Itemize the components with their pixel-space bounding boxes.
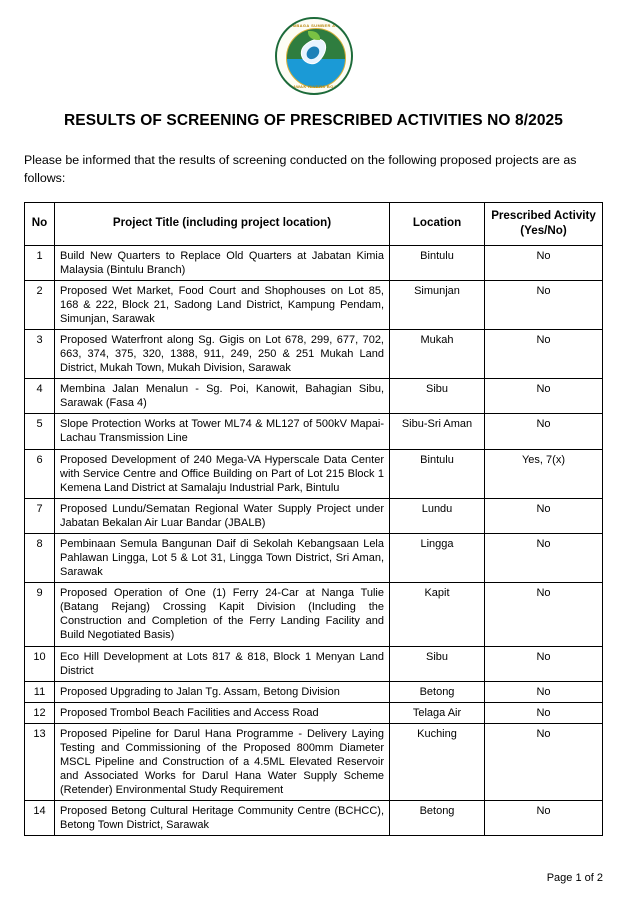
cell-prescribed-activity: No xyxy=(485,414,603,449)
cell-location: Sibu xyxy=(390,646,485,681)
table-body xyxy=(25,245,603,836)
cell-no: 9 xyxy=(25,583,55,646)
cell-prescribed-activity: No xyxy=(485,280,603,329)
table-row xyxy=(25,801,603,836)
cell-no: 1 xyxy=(25,245,55,280)
logo-container xyxy=(24,14,603,98)
table-row xyxy=(25,379,603,414)
cell-project-title: Proposed Betong Cultural Heritage Community Centre (BCHCC), Betong Town District, Sarawak xyxy=(55,801,390,836)
cell-no: 7 xyxy=(25,498,55,533)
cell-prescribed-activity: No xyxy=(485,245,603,280)
logo-ring-text-top: LEMBAGA SUMBER AIR xyxy=(286,23,341,28)
cell-location: Lingga xyxy=(390,533,485,582)
column-header-prescribed-activity-line2: (Yes/No) xyxy=(520,223,567,237)
table-row xyxy=(25,681,603,702)
cell-no: 14 xyxy=(25,801,55,836)
table-header xyxy=(25,202,603,245)
cell-project-title: Proposed Lundu/Sematan Regional Water Supply Project under Jabatan Bekalan Air Luar Bandar (JBALB) xyxy=(55,498,390,533)
cell-project-title: Pembinaan Semula Bangunan Daif di Sekolah Kebangsaan Lela Pahlawan Lingga, Lot 5 & Lot 31, Lingga Town District, Sri Aman, Sarawak xyxy=(55,533,390,582)
table-row xyxy=(25,723,603,800)
cell-no: 6 xyxy=(25,449,55,498)
cell-prescribed-activity: No xyxy=(485,498,603,533)
cell-prescribed-activity: No xyxy=(485,533,603,582)
column-header-location: Location xyxy=(390,202,485,245)
cell-project-title: Proposed Development of 240 Mega-VA Hyperscale Data Center with Service Centre and Office Building on Part of Lot 215 Block 1 Kemena Land District at Samalaju Industrial Park, Bintulu xyxy=(55,449,390,498)
cell-project-title: Proposed Upgrading to Jalan Tg. Assam, Betong Division xyxy=(55,681,390,702)
cell-prescribed-activity: No xyxy=(485,702,603,723)
cell-location: Lundu xyxy=(390,498,485,533)
cell-no: 4 xyxy=(25,379,55,414)
cell-project-title: Build New Quarters to Replace Old Quarters at Jabatan Kimia Malaysia (Bintulu Branch) xyxy=(55,245,390,280)
cell-no: 13 xyxy=(25,723,55,800)
table-header-row xyxy=(25,202,603,245)
cell-project-title: Proposed Wet Market, Food Court and Shophouses on Lot 85, 168 & 222, Block 21, Sadong Land District, Kampung Pendam, Simunjan, Sarawak xyxy=(55,280,390,329)
cell-location: Sibu-Sri Aman xyxy=(390,414,485,449)
cell-prescribed-activity: No xyxy=(485,723,603,800)
table-row xyxy=(25,280,603,329)
cell-prescribed-activity: Yes, 7(x) xyxy=(485,449,603,498)
cell-location: Betong xyxy=(390,801,485,836)
cell-location: Betong xyxy=(390,681,485,702)
cell-location: Bintulu xyxy=(390,245,485,280)
cell-prescribed-activity: No xyxy=(485,583,603,646)
cell-no: 8 xyxy=(25,533,55,582)
page-footer: Page 1 of 2 xyxy=(546,872,603,884)
table-row xyxy=(25,533,603,582)
column-header-prescribed-activity xyxy=(485,202,603,245)
table-row xyxy=(25,646,603,681)
cell-project-title: Proposed Trombol Beach Facilities and Access Road xyxy=(55,702,390,723)
cell-location: Simunjan xyxy=(390,280,485,329)
intro-paragraph: Please be informed that the results of screening conducted on the following proposed projects are as follows: xyxy=(24,153,577,185)
cell-no: 5 xyxy=(25,414,55,449)
table-row xyxy=(25,414,603,449)
cell-no: 12 xyxy=(25,702,55,723)
table-row xyxy=(25,330,603,379)
cell-project-title: Slope Protection Works at Tower ML74 & ML127 of 500kV Mapai-Lachau Transmission Line xyxy=(55,414,390,449)
cell-location: Bintulu xyxy=(390,449,485,498)
page-title: RESULTS OF SCREENING OF PRESCRIBED ACTIVITIES NO 8/2025 xyxy=(63,112,563,129)
cell-no: 3 xyxy=(25,330,55,379)
table-row xyxy=(25,702,603,723)
cell-no: 10 xyxy=(25,646,55,681)
table-row xyxy=(25,245,603,280)
cell-project-title: Proposed Waterfront along Sg. Gigis on Lot 678, 299, 677, 702, 663, 374, 375, 320, 1388, 911, 249, 250 & 251 Mukah Land District, Mukah Town, Mukah Division, Sarawak xyxy=(55,330,390,379)
cell-location: Kapit xyxy=(390,583,485,646)
cell-no: 2 xyxy=(25,280,55,329)
cell-prescribed-activity: No xyxy=(485,330,603,379)
screening-results-table xyxy=(24,202,603,836)
table-row xyxy=(25,498,603,533)
column-header-no: No xyxy=(25,202,55,245)
logo-ring-text-bottom: SARAWAK RIVERS BOARD xyxy=(283,84,344,89)
column-header-prescribed-activity-line1: Prescribed Activity xyxy=(491,208,596,222)
table-row xyxy=(25,583,603,646)
cell-project-title: Proposed Pipeline for Darul Hana Programme - Delivery Laying Testing and Commissioning of the Proposed 800mm Diameter MSCL Pipeline and Construction of a 4.5ML Elevated Reservoir and Associated Works for Darul Hana Water Supply Scheme (Retender) Environmental Study Requirement xyxy=(55,723,390,800)
cell-location: Mukah xyxy=(390,330,485,379)
cell-project-title: Proposed Operation of One (1) Ferry 24-Car at Nanga Tulie (Batang Rejang) Crossing Kapit Division (Including the Construction and Completion of the Ferry Landing Facility and Build Negotiated Basis) xyxy=(55,583,390,646)
cell-no: 11 xyxy=(25,681,55,702)
cell-project-title: Eco Hill Development at Lots 817 & 818, Block 1 Menyan Land District xyxy=(55,646,390,681)
cell-project-title: Membina Jalan Menalun - Sg. Poi, Kanowit, Bahagian Sibu, Sarawak (Fasa 4) xyxy=(55,379,390,414)
cell-prescribed-activity: No xyxy=(485,646,603,681)
cell-location: Kuching xyxy=(390,723,485,800)
cell-prescribed-activity: No xyxy=(485,681,603,702)
column-header-project-title: Project Title (including project location) xyxy=(55,202,390,245)
water-authority-logo xyxy=(275,17,353,95)
cell-location: Sibu xyxy=(390,379,485,414)
table-row xyxy=(25,449,603,498)
cell-location: Telaga Air xyxy=(390,702,485,723)
cell-prescribed-activity: No xyxy=(485,379,603,414)
cell-prescribed-activity: No xyxy=(485,801,603,836)
